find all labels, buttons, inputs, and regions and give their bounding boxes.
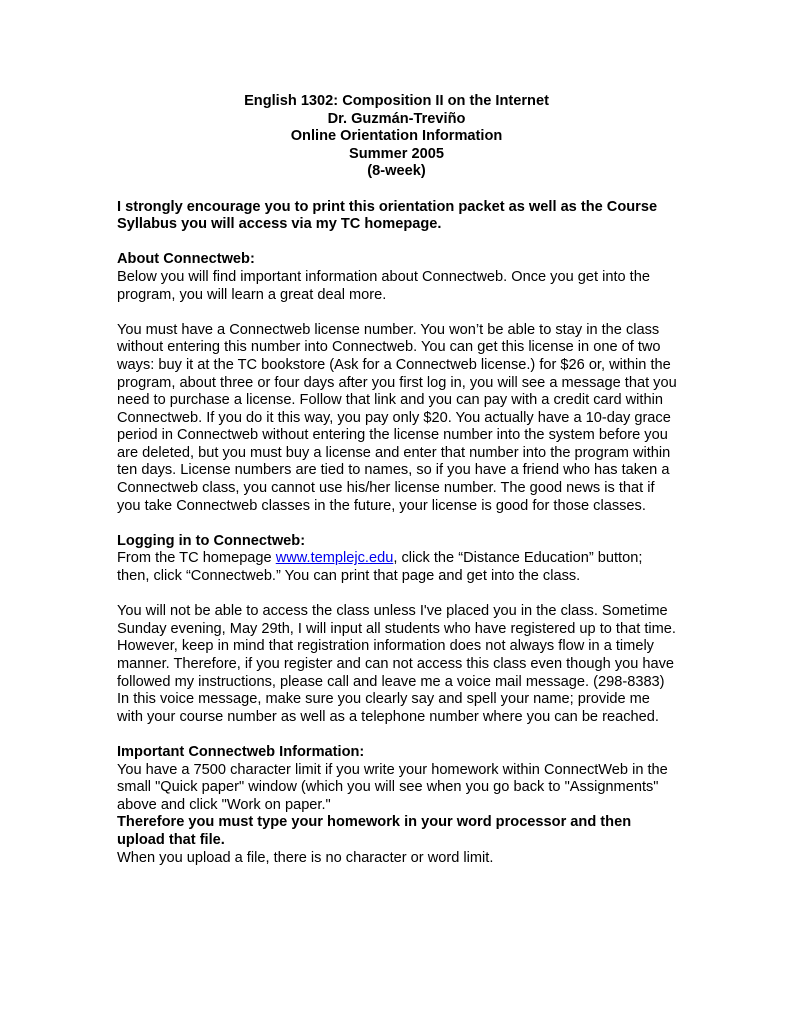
- important-paragraph-1: You have a 7500 character limit if you write your homework within ConnectWeb in the small "Quick paper" window (which you will see when you go back to "Assignments" above and click "Work on paper.": [117, 761, 668, 813]
- term-length: (8-week): [367, 163, 426, 180]
- document-header: [116, 93, 677, 181]
- logging-paragraph-2: You will not be able to access the class unless I've placed you in the class. Sometime Sunday evening, May 29th, I will input all students who have registered up to that time. However, keep in mind that registration information does not always flow in a timely manner. Therefore, if you register and can not access this class even though you have followed my instructions, please call and leave me a voice mail message. (298-8383) In this voice message, make sure you clearly say and spell your name; provide me with your course number as well as a telephone number where you can be reached.: [117, 603, 676, 725]
- instructor-name: Dr. Guzmán-Treviño: [327, 110, 466, 127]
- document-subtitle: Online Orientation Information: [290, 128, 503, 145]
- important-bold-note: Therefore you must type your homework in your word processor and then upload that file.: [117, 814, 632, 848]
- templejc-link[interactable]: www.templejc.edu: [275, 550, 394, 567]
- term-label: Summer 2005: [349, 145, 444, 162]
- logging-heading: Logging in to Connectweb:: [117, 532, 306, 549]
- intro-paragraph: I strongly encourage you to print this orientation packet as well as the Course Syllabus you will access via my TC homepage.: [117, 198, 658, 233]
- logging-text-before-link: From the TC homepage: [117, 550, 276, 567]
- important-paragraph-2: When you upload a file, there is no character or word limit.: [117, 849, 494, 866]
- about-paragraph-2: You must have a Connectweb license number. You won’t be able to stay in the class without entering this number into Connectweb. You can get this license in one of two ways: buy it at the TC bookstore (Ask for a Connectweb license.) for $26 or, within the program, about three or four days after you first log in, you will see a message that you need to purchase a license. Follow that link and you can pay with a credit card within Connectweb. If you do it this way, you pay only $20. You actually have a 10-day grace period in Connectweb without entering the license number into the system before you are deleted, but you must buy a license and enter that number into the program within ten days. License numbers are tied to names, so if you have a friend who has taken a Connectweb class, you cannot use his/her license number. The good news is that if you take Connectweb classes in the future, your license is good for those classes.: [117, 321, 677, 514]
- document-page: [117, 93, 677, 867]
- about-paragraph-1: Below you will find important information about Connectweb. Once you get into the program, you will learn a great deal more.: [117, 268, 650, 303]
- logging-paragraph-1: [117, 550, 677, 585]
- logging-text-after-link: , click the “Distance Education” button; then, click “Connectweb.” You can print that page and get into the class.: [117, 550, 643, 585]
- about-heading: About Connectweb:: [117, 251, 255, 268]
- important-heading: Important Connectweb Information:: [117, 743, 365, 760]
- course-title: English 1302: Composition II on the Internet: [244, 93, 549, 109]
